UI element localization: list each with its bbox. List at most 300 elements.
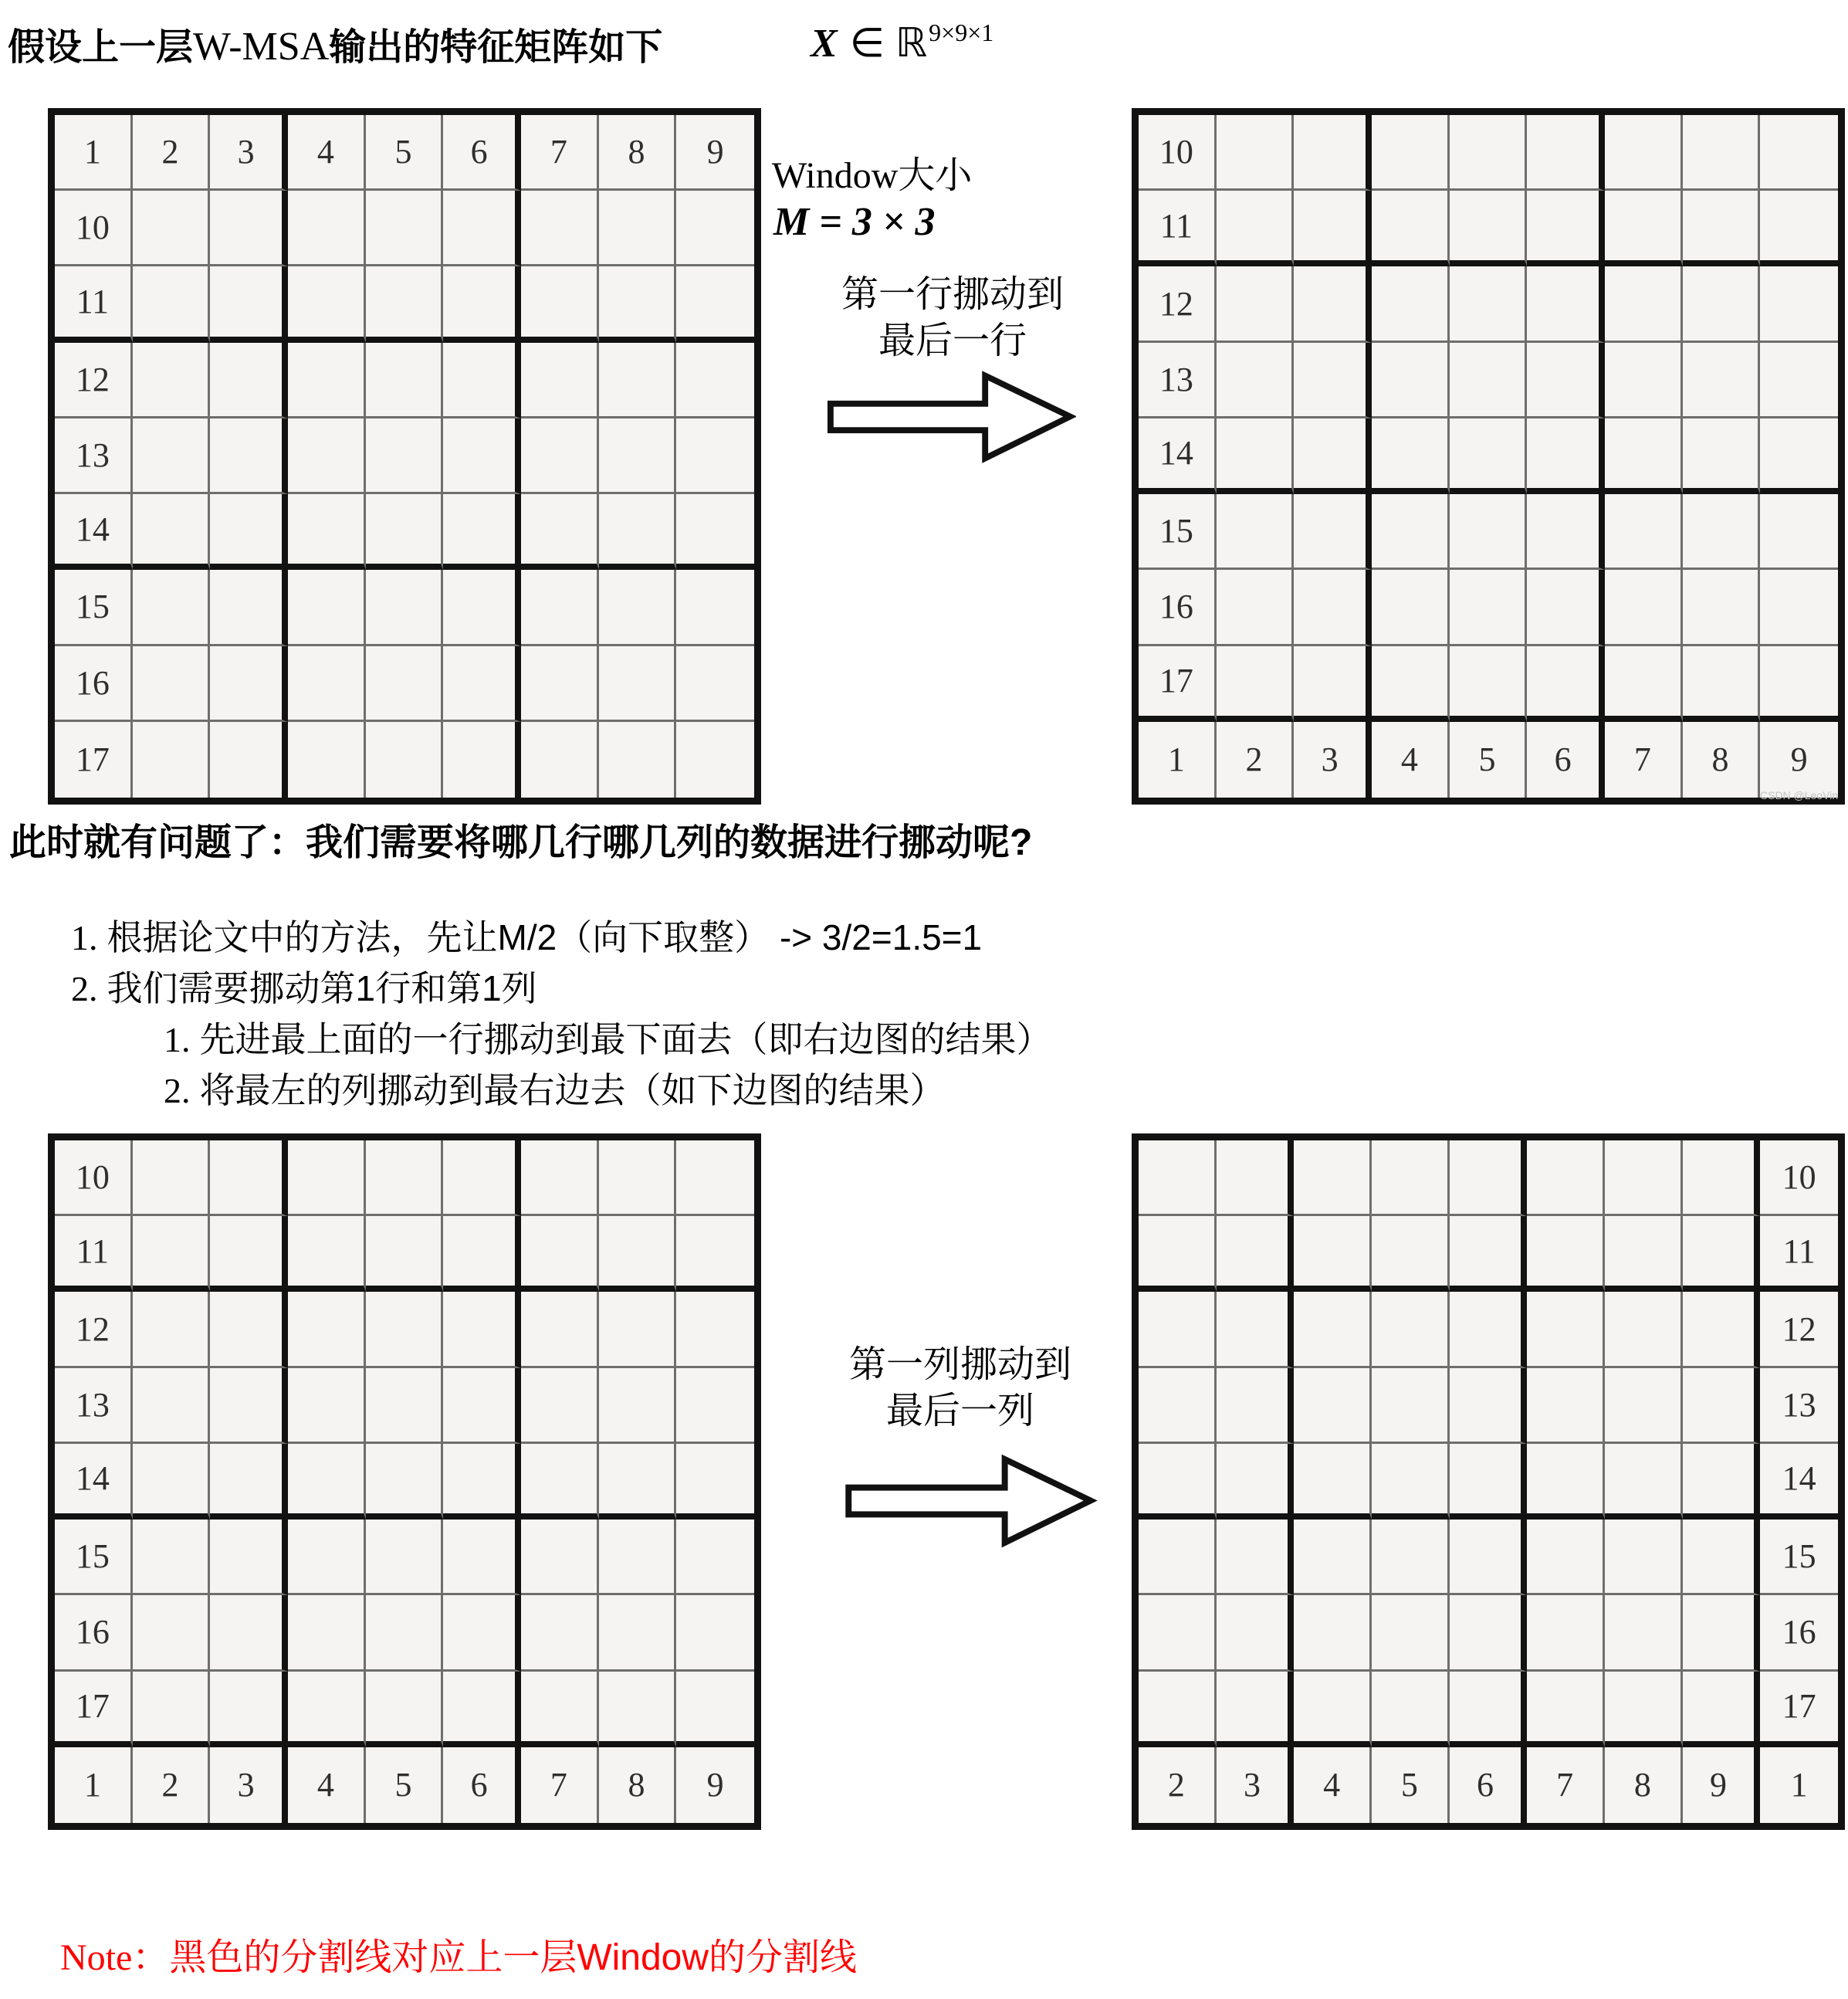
grid-cell-label: 16 xyxy=(1760,1595,1838,1671)
grid-cell xyxy=(1372,191,1450,266)
grid-cell xyxy=(1372,1368,1450,1444)
grid-cell-label: 6 xyxy=(1527,722,1605,798)
grid-cell-label: 15 xyxy=(55,1520,133,1595)
grid-cell xyxy=(1760,343,1838,418)
grid-cell xyxy=(288,494,366,570)
grid-cell xyxy=(521,1672,599,1747)
grid-cell-label: 7 xyxy=(1527,1747,1605,1823)
grid-cell xyxy=(133,1444,211,1520)
grid-cell xyxy=(1605,1292,1683,1367)
grid-cell xyxy=(1605,1216,1683,1292)
grid-cell xyxy=(288,646,366,722)
grid-cell xyxy=(676,1292,754,1367)
grid-cell xyxy=(1450,115,1528,191)
grid-cell xyxy=(443,1444,521,1520)
grid-cell xyxy=(1450,1216,1528,1292)
step-2-sub-2 xyxy=(164,1062,946,1113)
grid-cell xyxy=(676,722,754,798)
page-title xyxy=(8,17,662,70)
grid-cell xyxy=(1372,646,1450,722)
grid-cell xyxy=(1683,1368,1761,1444)
grid-cell xyxy=(210,1520,288,1595)
grid-cell xyxy=(366,418,444,494)
step-2 xyxy=(71,961,537,1011)
grid-cell xyxy=(443,570,521,645)
grid-cell xyxy=(366,570,444,645)
grid-cell xyxy=(210,1140,288,1216)
reals-symbol: ℝ xyxy=(895,22,928,66)
grid-cell-label: 17 xyxy=(1760,1672,1838,1747)
grid-cell-label: 9 xyxy=(1683,1747,1761,1823)
grid-cell xyxy=(521,722,599,798)
grid-cell xyxy=(133,570,211,645)
grid-cell xyxy=(676,1595,754,1671)
grid-cell xyxy=(1294,191,1372,266)
grid-cell xyxy=(1294,115,1372,191)
grid-cell xyxy=(1372,494,1450,570)
grid-cell xyxy=(1683,1444,1761,1520)
grid-cell xyxy=(288,1520,366,1595)
grid-cell xyxy=(1217,494,1295,570)
grid-cell xyxy=(1294,494,1372,570)
grid-cell xyxy=(1139,1368,1217,1444)
grid-cell-label: 2 xyxy=(133,115,211,191)
grid-cell xyxy=(676,1444,754,1520)
grid-cell xyxy=(1683,343,1761,418)
grid-cell xyxy=(1527,1520,1605,1595)
grid-cell xyxy=(1372,1520,1450,1595)
grid-cell xyxy=(599,722,677,798)
grid-cell xyxy=(1760,115,1838,191)
grid-cell xyxy=(1527,494,1605,570)
grid-cell xyxy=(133,418,211,494)
grid-cell xyxy=(366,1444,444,1520)
grid-cell xyxy=(1294,418,1372,494)
grid-cell xyxy=(599,646,677,722)
grid-cell xyxy=(366,1672,444,1747)
grid-original-feature-matrix xyxy=(48,108,761,805)
grid-cell-label: 5 xyxy=(1450,722,1528,798)
grid-cell xyxy=(1372,115,1450,191)
grid-cell xyxy=(521,494,599,570)
grid-cell xyxy=(366,1595,444,1671)
grid-cell xyxy=(521,570,599,645)
grid-cell xyxy=(1605,1368,1683,1444)
grid-cell xyxy=(599,191,677,266)
arrow1-caption-line2: 最后一行 xyxy=(878,320,1027,361)
grid-cell xyxy=(1527,1216,1605,1292)
grid-cell-label: 12 xyxy=(55,343,133,418)
grid-cell-label: 3 xyxy=(1294,722,1372,798)
grid-cell xyxy=(1605,1595,1683,1671)
step-2-sub-1-number: 1. xyxy=(164,1020,191,1059)
grid-cell xyxy=(210,494,288,570)
grid-cell xyxy=(210,191,288,266)
grid-cell xyxy=(1683,1595,1761,1671)
grid-cell xyxy=(288,1595,366,1671)
grid-cell xyxy=(443,343,521,418)
grid-cell-label: 9 xyxy=(1760,722,1838,798)
grid-cell xyxy=(1450,1595,1528,1671)
grid-cell xyxy=(676,343,754,418)
grid-cell-label: 5 xyxy=(366,1747,444,1823)
grid-cell xyxy=(1217,1520,1295,1595)
grid-cell-label: 17 xyxy=(1139,646,1217,722)
element-of-symbol: ∈ xyxy=(849,22,885,66)
grid-cell-label: 4 xyxy=(1372,722,1450,798)
grid-cell xyxy=(1527,266,1605,342)
note-body: 黑色的分割线对应上一层Window的分割线 xyxy=(169,1937,858,1978)
grid-cell-label: 5 xyxy=(1372,1747,1450,1823)
grid-cell xyxy=(1527,1292,1605,1367)
grid-cell xyxy=(1294,1444,1372,1520)
grid-cell-label: 7 xyxy=(521,1747,599,1823)
grid-cell-label: 12 xyxy=(55,1292,133,1367)
step-2-number: 2. xyxy=(71,969,98,1008)
grid-cell xyxy=(521,266,599,342)
grid-cell xyxy=(676,418,754,494)
grid-cell xyxy=(1372,1672,1450,1747)
grid-cell-label: 8 xyxy=(1683,722,1761,798)
grid-cell xyxy=(1450,1444,1528,1520)
grid-cell xyxy=(521,1520,599,1595)
grid-cell xyxy=(1294,1368,1372,1444)
grid-cell xyxy=(1450,646,1528,722)
grid-cell xyxy=(676,1520,754,1595)
grid-cell xyxy=(1605,343,1683,418)
grid-cell xyxy=(133,343,211,418)
formula-superscript: 9×9×1 xyxy=(929,19,994,46)
grid-cell xyxy=(288,1368,366,1444)
grid-cell xyxy=(210,570,288,645)
grid-cell xyxy=(1527,646,1605,722)
grid-cell xyxy=(1605,266,1683,342)
grid-cell xyxy=(676,570,754,645)
step-2-sub-1 xyxy=(164,1011,1052,1062)
grid-cell-label: 11 xyxy=(55,1216,133,1292)
title-pre: 假设上一层 xyxy=(8,27,194,68)
grid-cell xyxy=(443,1672,521,1747)
grid-cell xyxy=(1605,1140,1683,1216)
grid-cell xyxy=(288,1672,366,1747)
grid-cell-label: 13 xyxy=(55,1368,133,1444)
arrow1-caption xyxy=(784,272,1121,364)
step-2-sub-1-text: 先进最上面的一行挪动到最下面去（即右边图的结果） xyxy=(199,1019,1052,1059)
feature-matrix-formula xyxy=(811,20,993,66)
grid-cell xyxy=(1527,1672,1605,1747)
grid-cell-label: 15 xyxy=(1760,1520,1838,1595)
grid-cell-label: 8 xyxy=(599,115,677,191)
grid-cell xyxy=(1760,646,1838,722)
grid-cell xyxy=(599,1140,677,1216)
grid-cell xyxy=(1683,646,1761,722)
grid-cell xyxy=(1527,343,1605,418)
title-post: 输出的特征矩阵如下 xyxy=(329,27,663,68)
grid-cell xyxy=(1217,266,1295,342)
grid-cell-label: 16 xyxy=(55,646,133,722)
grid-cell-label: 11 xyxy=(1139,191,1217,266)
grid-cell-label: 17 xyxy=(55,1672,133,1747)
grid-cell xyxy=(1527,115,1605,191)
grid-cell xyxy=(1605,646,1683,722)
grid-cell xyxy=(1760,191,1838,266)
grid-cell-label: 7 xyxy=(521,115,599,191)
grid-cell xyxy=(210,343,288,418)
grid-row-col-shifted xyxy=(1132,1133,1845,1830)
grid-cell xyxy=(133,1292,211,1367)
grid-cell-label: 12 xyxy=(1760,1292,1838,1367)
grid-cell-label: 14 xyxy=(1760,1444,1838,1520)
grid-cell xyxy=(1139,1672,1217,1747)
grid-cell xyxy=(133,1216,211,1292)
grid-cell xyxy=(1217,1140,1295,1216)
grid-cell xyxy=(1450,191,1528,266)
grid-cell xyxy=(1605,418,1683,494)
grid-cell-label: 6 xyxy=(443,1747,521,1823)
grid-cell xyxy=(1217,1672,1295,1747)
grid-cell xyxy=(288,1140,366,1216)
grid-cell xyxy=(521,1292,599,1367)
grid-cell xyxy=(366,1292,444,1367)
grid-cell xyxy=(1372,1216,1450,1292)
grid-cell xyxy=(1450,1520,1528,1595)
grid-cell xyxy=(288,343,366,418)
grid-cell xyxy=(1294,646,1372,722)
step-2-sub-2-text: 将最左的列挪动到最右边去（如下边图的结果） xyxy=(199,1070,946,1110)
grid-cell xyxy=(1217,1444,1295,1520)
grid-cell xyxy=(366,1140,444,1216)
grid-cell xyxy=(443,1216,521,1292)
grid-cell xyxy=(1372,1444,1450,1520)
grid-cell xyxy=(1294,1520,1372,1595)
arrow2-caption-line2: 最后一列 xyxy=(885,1391,1034,1431)
grid-cell-label: 14 xyxy=(55,494,133,570)
watermark: CSDN @LeoVin xyxy=(1760,789,1839,801)
grid-cell xyxy=(443,266,521,342)
grid-cell xyxy=(521,1368,599,1444)
grid-cell xyxy=(210,1444,288,1520)
grid-cell xyxy=(443,1140,521,1216)
note-text xyxy=(60,1927,857,1980)
grid-cell xyxy=(599,266,677,342)
step-2-sub-2-number: 2. xyxy=(164,1071,191,1110)
grid-cell-label: 11 xyxy=(55,266,133,342)
grid-cell-label: 15 xyxy=(55,570,133,645)
grid-cell xyxy=(1605,1672,1683,1747)
grid-cell-label: 8 xyxy=(599,1747,677,1823)
grid-cell xyxy=(133,1368,211,1444)
grid-cell xyxy=(1527,191,1605,266)
grid-cell-label: 10 xyxy=(55,191,133,266)
grid-row-shifted xyxy=(1132,108,1845,805)
grid-cell xyxy=(133,722,211,798)
grid-cell-label: 4 xyxy=(288,1747,366,1823)
grid-cell-label: 2 xyxy=(133,1747,211,1823)
grid-cell xyxy=(1217,570,1295,645)
grid-cell-label: 4 xyxy=(1294,1747,1372,1823)
grid-cell xyxy=(599,570,677,645)
grid-cell xyxy=(1683,1292,1761,1367)
grid-cell xyxy=(288,570,366,645)
grid-cell xyxy=(1294,1292,1372,1367)
grid-cell xyxy=(676,646,754,722)
grid-cell-label: 13 xyxy=(1139,343,1217,418)
grid-cell xyxy=(1760,494,1838,570)
grid-cell xyxy=(443,494,521,570)
grid-cell xyxy=(210,1368,288,1444)
grid-cell xyxy=(1683,191,1761,266)
grid-cell xyxy=(1450,1140,1528,1216)
grid-cell xyxy=(1683,1672,1761,1747)
grid-cell xyxy=(1450,570,1528,645)
grid-cell xyxy=(521,343,599,418)
grid-cell xyxy=(210,1595,288,1671)
arrow-right-icon xyxy=(843,1453,1098,1549)
grid-cell-label: 7 xyxy=(1605,722,1683,798)
grid-cell xyxy=(443,646,521,722)
grid-cell xyxy=(1527,1140,1605,1216)
grid-cell xyxy=(1372,266,1450,342)
grid-cell xyxy=(676,266,754,342)
grid-cell xyxy=(1605,494,1683,570)
grid-cell xyxy=(1450,1368,1528,1444)
grid-cell xyxy=(1605,570,1683,645)
grid-cell xyxy=(1683,1520,1761,1595)
grid-cell xyxy=(1294,266,1372,342)
note-prefix: Note： xyxy=(60,1937,170,1978)
grid-cell xyxy=(1294,1672,1372,1747)
grid-cell xyxy=(366,722,444,798)
grid-cell xyxy=(1139,1520,1217,1595)
grid-cell xyxy=(676,1140,754,1216)
window-size-label: Window大小 xyxy=(772,155,973,196)
grid-cell-label: 9 xyxy=(676,115,754,191)
grid-cell xyxy=(599,418,677,494)
grid-cell xyxy=(288,722,366,798)
grid-cell-label: 15 xyxy=(1139,494,1217,570)
grid-cell xyxy=(1139,1292,1217,1367)
grid-cell-label: 8 xyxy=(1605,1747,1683,1823)
grid-cell xyxy=(1294,343,1372,418)
grid-cell xyxy=(133,646,211,722)
grid-cell xyxy=(676,494,754,570)
grid-cell xyxy=(288,191,366,266)
grid-cell xyxy=(133,191,211,266)
grid-cell xyxy=(1372,418,1450,494)
grid-cell-label: 10 xyxy=(1139,115,1217,191)
grid-cell-label: 2 xyxy=(1139,1747,1217,1823)
grid-cell xyxy=(443,1520,521,1595)
grid-cell xyxy=(366,1368,444,1444)
grid-cell xyxy=(133,1140,211,1216)
grid-cell xyxy=(1760,570,1838,645)
grid-cell xyxy=(1683,494,1761,570)
grid-cell xyxy=(1217,1368,1295,1444)
grid-cell xyxy=(676,1216,754,1292)
grid-cell xyxy=(1450,266,1528,342)
grid-cell xyxy=(288,1444,366,1520)
grid-cell-label: 3 xyxy=(210,1747,288,1823)
grid-cell xyxy=(1527,1444,1605,1520)
grid-cell-label: 9 xyxy=(676,1747,754,1823)
grid-cell xyxy=(1217,343,1295,418)
grid-cell-label: 13 xyxy=(1760,1368,1838,1444)
grid-cell xyxy=(210,722,288,798)
grid-cell-label: 1 xyxy=(1139,722,1217,798)
grid-cell-label: 5 xyxy=(366,115,444,191)
grid-cell xyxy=(1372,1292,1450,1367)
grid-cell xyxy=(133,494,211,570)
grid-cell xyxy=(1294,1140,1372,1216)
grid-cell xyxy=(1605,115,1683,191)
grid-cell xyxy=(133,266,211,342)
grid-cell-label: 1 xyxy=(55,115,133,191)
grid-cell xyxy=(1217,1216,1295,1292)
window-size-equation: M = 3 × 3 xyxy=(773,200,936,244)
grid-cell xyxy=(1527,418,1605,494)
grid-cell xyxy=(521,1595,599,1671)
grid-cell xyxy=(521,1216,599,1292)
grid-cell xyxy=(1139,1216,1217,1292)
grid-cell xyxy=(599,1292,677,1367)
step-2-text: 我们需要挪动第1行和第1列 xyxy=(107,968,537,1008)
grid-cell xyxy=(1683,115,1761,191)
grid-cell xyxy=(1217,191,1295,266)
grid-cell-label: 12 xyxy=(1139,266,1217,342)
arrow2-caption-line1: 第一列挪动到 xyxy=(848,1344,1071,1385)
grid-cell xyxy=(521,191,599,266)
grid-cell xyxy=(599,343,677,418)
grid-cell xyxy=(443,1292,521,1367)
title-latin: W-MSA xyxy=(193,25,330,69)
grid-cell xyxy=(443,418,521,494)
grid-cell xyxy=(1139,1444,1217,1520)
grid-cell-label: 16 xyxy=(1139,570,1217,645)
grid-cell-label: 13 xyxy=(55,418,133,494)
grid-cell xyxy=(521,1444,599,1520)
grid-cell-label: 10 xyxy=(55,1140,133,1216)
grid-cell xyxy=(133,1672,211,1747)
grid-cell-label: 6 xyxy=(443,115,521,191)
grid-cell xyxy=(366,646,444,722)
grid-cell xyxy=(366,1520,444,1595)
grid-cell xyxy=(1372,570,1450,645)
grid-cell xyxy=(599,1444,677,1520)
grid-cell xyxy=(1605,191,1683,266)
grid-cell xyxy=(1294,1595,1372,1671)
grid-cell xyxy=(1605,1520,1683,1595)
grid-cell xyxy=(521,1140,599,1216)
grid-cell xyxy=(521,646,599,722)
grid-cell-label: 3 xyxy=(1217,1747,1295,1823)
grid-cell xyxy=(210,266,288,342)
grid-cell xyxy=(366,191,444,266)
grid-cell xyxy=(1760,266,1838,342)
arrow1-caption-line1: 第一行挪动到 xyxy=(841,274,1064,315)
grid-cell xyxy=(1683,1140,1761,1216)
grid-cell xyxy=(1372,1140,1450,1216)
grid-cell xyxy=(1450,1672,1528,1747)
grid-cell xyxy=(1605,1444,1683,1520)
grid-cell xyxy=(1683,570,1761,645)
formula-symbol: X xyxy=(811,22,838,66)
grid-cell xyxy=(599,1520,677,1595)
grid-cell xyxy=(599,1595,677,1671)
grid-cell xyxy=(676,191,754,266)
grid-cell xyxy=(676,1368,754,1444)
grid-cell xyxy=(1294,1216,1372,1292)
arrow-right-icon xyxy=(826,369,1076,465)
